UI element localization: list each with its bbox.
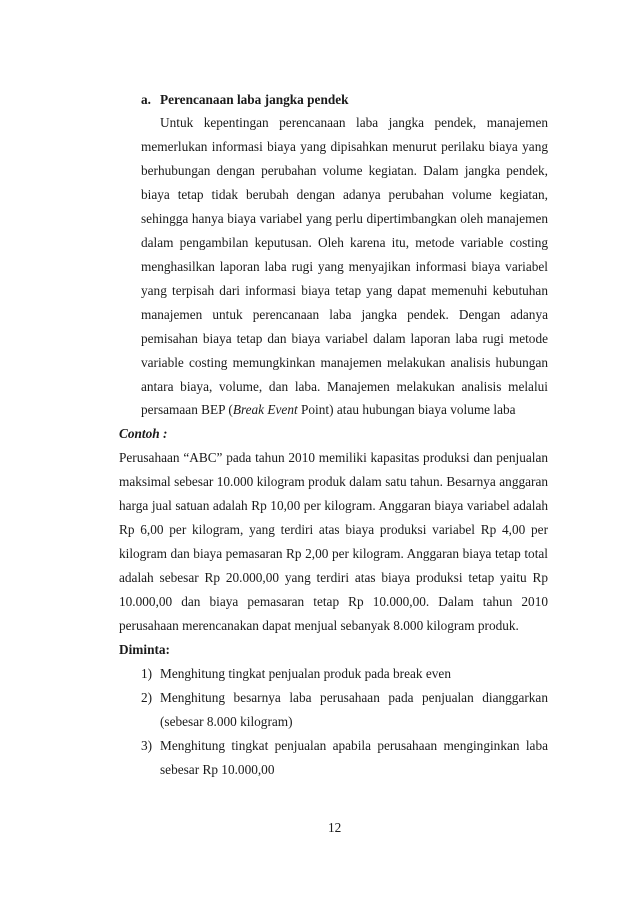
paragraph-line: berhubungan dengan perubahan volume kegiatan. Dalam jangka pendek, bbox=[141, 163, 548, 178]
paragraph-line: antara biaya, volume, dan laba. Manajemen melakukan analisis melalui bbox=[141, 379, 548, 394]
list-item-continuation: sebesar Rp 10.000,00 bbox=[160, 762, 275, 777]
list-item: Menghitung tingkat penjualan produk pada break even bbox=[160, 666, 451, 681]
list-item-continuation: (sebesar 8.000 kilogram) bbox=[160, 714, 293, 729]
paragraph-text: Point) atau hubungan biaya volume laba bbox=[297, 402, 516, 417]
paragraph-line: Perusahaan “ABC” pada tahun 2010 memiliki kapasitas produksi dan penjualan bbox=[119, 450, 548, 465]
paragraph-line: menghasilkan laporan laba rugi yang menyajikan informasi biaya variabel bbox=[141, 259, 548, 274]
italic-term: Break Event bbox=[232, 402, 298, 417]
contoh-heading: Contoh : bbox=[119, 426, 168, 441]
paragraph-line: dalam pengambilan keputusan. Oleh karena itu, metode variable costing bbox=[141, 235, 548, 250]
paragraph-line: Rp 6,00 per kilogram, yang terdiri atas biaya produksi variabel Rp 4,00 per bbox=[119, 522, 548, 537]
paragraph-line: adalah sebesar Rp 20.000,00 yang terdiri atas biaya produksi tetap yaitu Rp bbox=[119, 570, 548, 585]
paragraph-line: Untuk kepentingan perencanaan laba jangka pendek, manajemen bbox=[160, 115, 548, 130]
diminta-heading: Diminta: bbox=[119, 642, 170, 657]
section-a-marker: a. bbox=[141, 92, 151, 107]
paragraph-line: memerlukan informasi biaya yang dipisahkan menurut perilaku biaya yang bbox=[141, 139, 548, 154]
paragraph-line: kilogram dan biaya pemasaran Rp 2,00 per kilogram. Anggaran biaya tetap total bbox=[119, 546, 548, 561]
paragraph-line: harga jual satuan adalah Rp 10,00 per kilogram. Anggaran biaya variabel adalah bbox=[119, 498, 548, 513]
list-item: Menghitung tingkat penjualan apabila perusahaan menginginkan laba bbox=[160, 738, 548, 753]
list-number: 3) bbox=[141, 738, 153, 753]
paragraph-line: sehingga hanya biaya variabel yang perlu dipertimbangkan oleh manajemen bbox=[141, 211, 548, 226]
paragraph-text: persamaan BEP ( bbox=[141, 402, 233, 417]
paragraph-line: variable costing memungkinkan manajemen melakukan analisis hubungan bbox=[141, 355, 548, 370]
list-number: 2) bbox=[141, 690, 153, 705]
paragraph-last-line bbox=[141, 402, 516, 418]
paragraph-line: maksimal sebesar 10.000 kilogram produk dalam satu tahun. Besarnya anggaran bbox=[119, 474, 548, 489]
paragraph-line: biaya tetap tidak berubah dengan adanya perubahan volume kegiatan, bbox=[141, 187, 548, 202]
section-a-heading: Perencanaan laba jangka pendek bbox=[160, 92, 349, 107]
paragraph-line: manajemen untuk perencanaan laba jangka pendek. Dengan adanya bbox=[141, 307, 548, 322]
paragraph-line: yang terpisah dari informasi biaya tetap yang dapat memenuhi kebutuhan bbox=[141, 283, 548, 298]
list-item: Menghitung besarnya laba perusahaan pada penjualan dianggarkan bbox=[160, 690, 548, 705]
page-number: 12 bbox=[328, 820, 342, 835]
paragraph-last-line: perusahaan merencanakan dapat menjual sebanyak 8.000 kilogram produk. bbox=[119, 618, 519, 633]
list-number: 1) bbox=[141, 666, 153, 681]
paragraph-line: pemisahan biaya tetap dan biaya variabel dalam laporan laba rugi metode bbox=[141, 331, 548, 346]
paragraph-line: 10.000,00 dan biaya pemasaran tetap Rp 10.000,00. Dalam tahun 2010 bbox=[119, 594, 548, 609]
